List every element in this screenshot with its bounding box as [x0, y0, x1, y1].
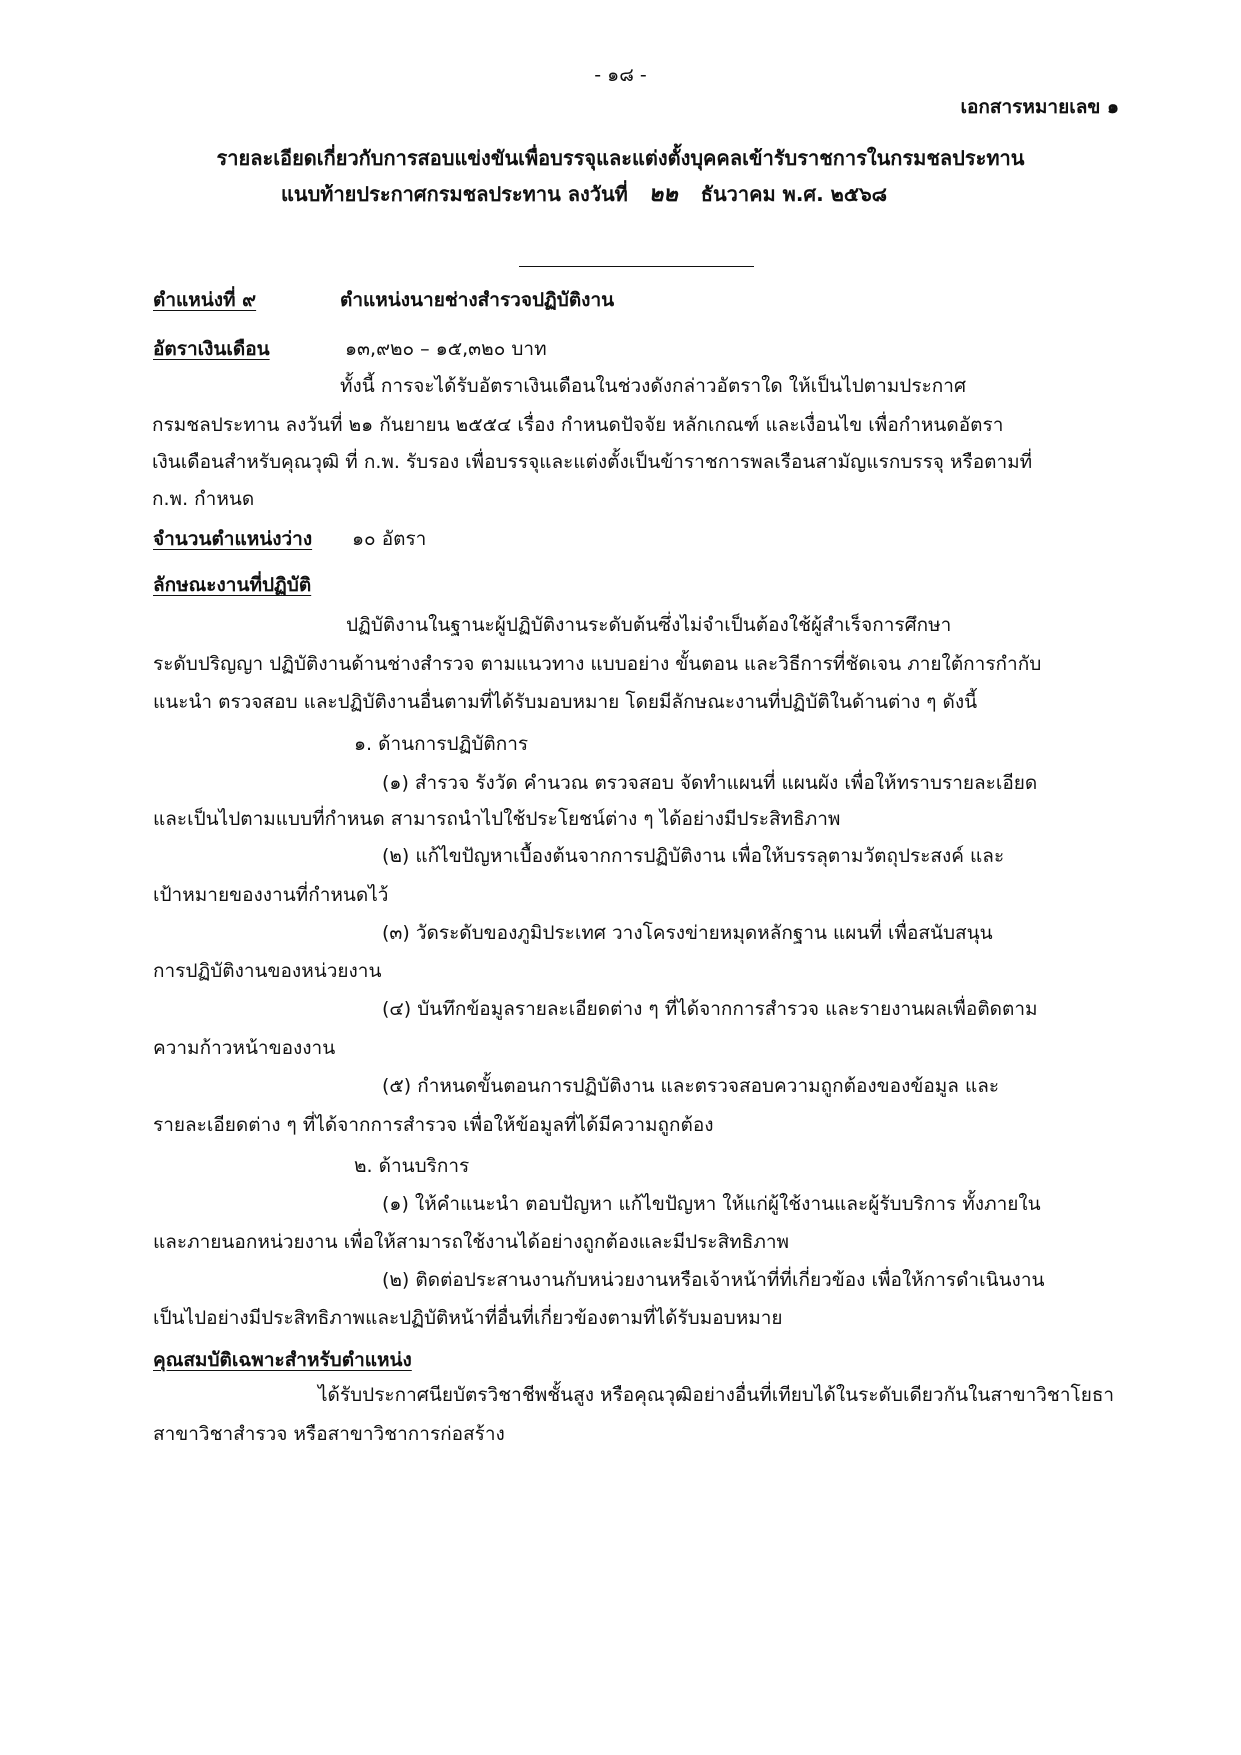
job-intro-line-1: ปฏิบัติงานในฐานะผู้ปฏิบัติงานระดับต้นซึ่งไม่จำเป็นต้องใช้ผู้สำเร็จการศึกษา: [346, 614, 952, 636]
section-2-item-1-line-2: และภายนอกหน่วยงาน เพื่อให้สามารถใช้งานได้อย่างถูกต้องและมีประสิทธิภาพ: [153, 1231, 790, 1253]
page-number: - ๑๘ -: [594, 64, 647, 86]
title-line-2-prefix: แนบท้ายประกาศกรมชลประทาน ลงวันที่: [281, 182, 628, 206]
title-line-1: รายละเอียดเกี่ยวกับการสอบแข่งขันเพื่อบรรจุและแต่งตั้งบุคคลเข้ารับราชการในกรมชลประทาน: [216, 146, 1025, 170]
qualification-heading: คุณสมบัติเฉพาะสำหรับตำแหน่ง: [153, 1349, 412, 1371]
vacancies-value: ๑๐ อัตรา: [352, 528, 427, 550]
section-1-item-2-line-1: (๒) แก้ไขปัญหาเบื้องต้นจากการปฏิบัติงาน เพื่อให้บรรลุตามวัตถุประสงค์ และ: [382, 845, 1005, 867]
title-divider: [519, 266, 754, 267]
section-1-item-1-line-1: (๑) สำรวจ รังวัด คำนวณ ตรวจสอบ จัดทำแผนที่ แผนผัง เพื่อให้ทราบรายละเอียด: [382, 772, 1038, 794]
position-label: ตำแหน่งที่ ๙: [153, 289, 257, 311]
salary-note-line-4: ก.พ. กำหนด: [152, 488, 255, 510]
section-1-item-1-line-2: และเป็นไปตามแบบที่กำหนด สามารถนำไปใช้ประโยชน์ต่าง ๆ ได้อย่างมีประสิทธิภาพ: [153, 808, 841, 830]
salary-note-line-1: ทั้งนี้ การจะได้รับอัตราเงินเดือนในช่วงดังกล่าวอัตราใด ให้เป็นไปตามประกาศ: [340, 375, 967, 397]
salary-value: ๑๓,๙๒๐ – ๑๕,๓๒๐ บาท: [345, 338, 547, 360]
title-line-2-suffix: ธันวาคม พ.ศ. ๒๕๖๘: [700, 182, 888, 206]
section-1-item-5-line-1: (๕) กำหนดขั้นตอนการปฏิบัติงาน และตรวจสอบความถูกต้องของข้อมูล และ: [382, 1075, 1000, 1097]
job-description-heading: ลักษณะงานที่ปฏิบัติ: [153, 574, 312, 596]
salary-note-line-3: เงินเดือนสำหรับคุณวุฒิ ที่ ก.พ. รับรอง เพื่อบรรจุและแต่งตั้งเป็นข้าราชการพลเรือนสามัญแรกบรรจุ หรือตามที่: [152, 451, 1033, 473]
salary-label: อัตราเงินเดือน: [153, 338, 270, 360]
section-1-item-4-line-1: (๔) บันทึกข้อมูลรายละเอียดต่าง ๆ ที่ได้จากการสำรวจ และรายงานผลเพื่อติดตาม: [382, 998, 1038, 1020]
section-1-item-3-line-2: การปฏิบัติงานของหน่วยงาน: [153, 960, 382, 982]
qualification-line-1: ได้รับประกาศนียบัตรวิชาชีพชั้นสูง หรือคุณวุฒิอย่างอื่นที่เทียบได้ในระดับเดียวกันในสาขาวิชาโยธา: [318, 1384, 1115, 1406]
section-2-item-2-line-2: เป็นไปอย่างมีประสิทธิภาพและปฏิบัติหน้าที่อื่นที่เกี่ยวข้องตามที่ได้รับมอบหมาย: [153, 1307, 783, 1329]
position-value: ตำแหน่งนายช่างสำรวจปฏิบัติงาน: [340, 289, 615, 311]
vacancies-label: จำนวนตำแหน่งว่าง: [153, 528, 313, 550]
section-1-item-4-line-2: ความก้าวหน้าของงาน: [153, 1037, 336, 1059]
document-number: เอกสารหมายเลข ๑: [960, 96, 1119, 118]
job-intro-line-2: ระดับปริญญา ปฏิบัติงานด้านช่างสำรวจ ตามแนวทาง แบบอย่าง ขั้นตอน และวิธีการที่ชัดเจน ภายใต้การกำกับ: [153, 653, 1042, 675]
section-2-item-1-line-1: (๑) ให้คำแนะนำ ตอบปัญหา แก้ไขปัญหา ให้แก่ผู้ใช้งานและผู้รับบริการ ทั้งภายใน: [382, 1193, 1041, 1215]
section-1-item-2-line-2: เป้าหมายของงานที่กำหนดไว้: [153, 884, 389, 906]
salary-note-line-2: กรมชลประทาน ลงวันที่ ๒๑ กันยายน ๒๕๕๔ เรื่อง กำหนดปัจจัย หลักเกณฑ์ และเงื่อนไข เพื่อกำหนดอัตรา: [152, 414, 1004, 436]
qualification-line-2: สาขาวิชาสำรวจ หรือสาขาวิชาการก่อสร้าง: [153, 1423, 505, 1445]
job-intro-line-3: แนะนำ ตรวจสอบ และปฏิบัติงานอื่นตามที่ได้รับมอบหมาย โดยมีลักษณะงานที่ปฏิบัติในด้านต่าง ๆ ดังนี้: [153, 691, 978, 713]
section-2-heading: ๒. ด้านบริการ: [354, 1155, 470, 1177]
title-date-day: ๒๒: [648, 181, 678, 207]
section-1-item-3-line-1: (๓) วัดระดับของภูมิประเทศ วางโครงข่ายหมุดหลักฐาน แผนที่ เพื่อสนับสนุน: [382, 922, 993, 944]
section-2-item-2-line-1: (๒) ติดต่อประสานงานกับหน่วยงานหรือเจ้าหน้าที่ที่เกี่ยวข้อง เพื่อให้การดำเนินงาน: [382, 1269, 1045, 1291]
section-1-heading: ๑. ด้านการปฏิบัติการ: [354, 733, 529, 755]
title-line-2: [281, 181, 887, 207]
section-1-item-5-line-2: รายละเอียดต่าง ๆ ที่ได้จากการสำรวจ เพื่อให้ข้อมูลที่ได้มีความถูกต้อง: [153, 1114, 714, 1136]
